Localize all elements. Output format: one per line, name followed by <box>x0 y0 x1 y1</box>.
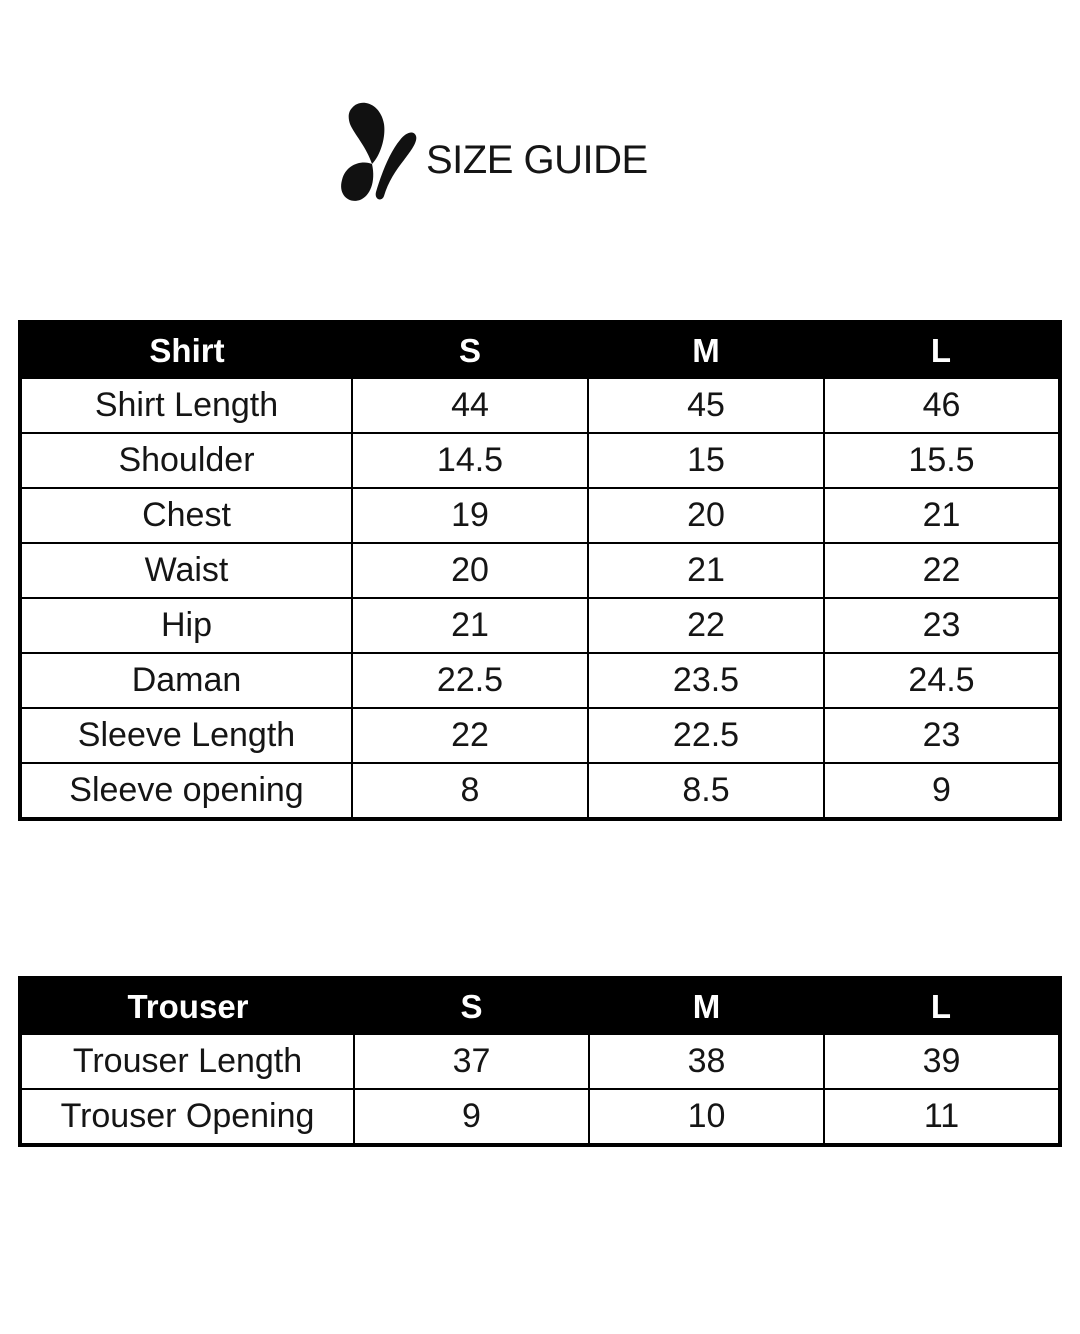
trouser-header-size-m: M <box>589 978 824 1034</box>
measurement-label: Trouser Length <box>20 1034 354 1089</box>
shirt-header-size-s: S <box>352 322 588 378</box>
table-row <box>20 433 1060 488</box>
table-row <box>20 708 1060 763</box>
size-m-value: 8.5 <box>588 763 824 819</box>
size-m-value: 15 <box>588 433 824 488</box>
size-s-value: 9 <box>354 1089 589 1145</box>
size-m-value: 10 <box>589 1089 824 1145</box>
size-m-value: 22.5 <box>588 708 824 763</box>
trouser-size-table <box>18 976 1062 1147</box>
size-l-value: 9 <box>824 763 1060 819</box>
trouser-header-row <box>20 978 1060 1034</box>
shirt-header-label: Shirt <box>20 322 352 378</box>
size-s-value: 14.5 <box>352 433 588 488</box>
table-row <box>20 763 1060 819</box>
shirt-header-size-l: L <box>824 322 1060 378</box>
trouser-header-label: Trouser <box>20 978 354 1034</box>
table-row <box>20 543 1060 598</box>
table-row <box>20 488 1060 543</box>
trouser-header-size-s: S <box>354 978 589 1034</box>
size-m-value: 23.5 <box>588 653 824 708</box>
measurement-label: Shirt Length <box>20 378 352 433</box>
shirt-header-row <box>20 322 1060 378</box>
size-l-value: 15.5 <box>824 433 1060 488</box>
size-s-value: 37 <box>354 1034 589 1089</box>
size-l-value: 23 <box>824 598 1060 653</box>
size-l-value: 24.5 <box>824 653 1060 708</box>
size-m-value: 20 <box>588 488 824 543</box>
shirt-size-table <box>18 320 1062 821</box>
table-row <box>20 653 1060 708</box>
table-row <box>20 378 1060 433</box>
size-l-value: 11 <box>824 1089 1060 1145</box>
size-s-value: 20 <box>352 543 588 598</box>
measurement-label: Chest <box>20 488 352 543</box>
measurement-label: Waist <box>20 543 352 598</box>
size-l-value: 21 <box>824 488 1060 543</box>
measurement-label: Daman <box>20 653 352 708</box>
trouser-header-size-l: L <box>824 978 1060 1034</box>
size-m-value: 38 <box>589 1034 824 1089</box>
table-row <box>20 1034 1060 1089</box>
size-s-value: 22 <box>352 708 588 763</box>
table-row <box>20 598 1060 653</box>
measurement-label: Sleeve Length <box>20 708 352 763</box>
size-l-value: 39 <box>824 1034 1060 1089</box>
size-s-value: 19 <box>352 488 588 543</box>
size-s-value: 44 <box>352 378 588 433</box>
brand-header <box>338 100 648 206</box>
size-l-value: 22 <box>824 543 1060 598</box>
page-title: SIZE GUIDE <box>426 137 648 182</box>
table-row <box>20 1089 1060 1145</box>
measurement-label: Hip <box>20 598 352 653</box>
shirt-header-size-m: M <box>588 322 824 378</box>
butterfly-logo-icon <box>338 100 420 206</box>
size-l-value: 23 <box>824 708 1060 763</box>
measurement-label: Shoulder <box>20 433 352 488</box>
measurement-label: Sleeve opening <box>20 763 352 819</box>
measurement-label: Trouser Opening <box>20 1089 354 1145</box>
size-m-value: 22 <box>588 598 824 653</box>
size-l-value: 46 <box>824 378 1060 433</box>
size-s-value: 21 <box>352 598 588 653</box>
size-m-value: 21 <box>588 543 824 598</box>
size-s-value: 22.5 <box>352 653 588 708</box>
size-s-value: 8 <box>352 763 588 819</box>
size-m-value: 45 <box>588 378 824 433</box>
